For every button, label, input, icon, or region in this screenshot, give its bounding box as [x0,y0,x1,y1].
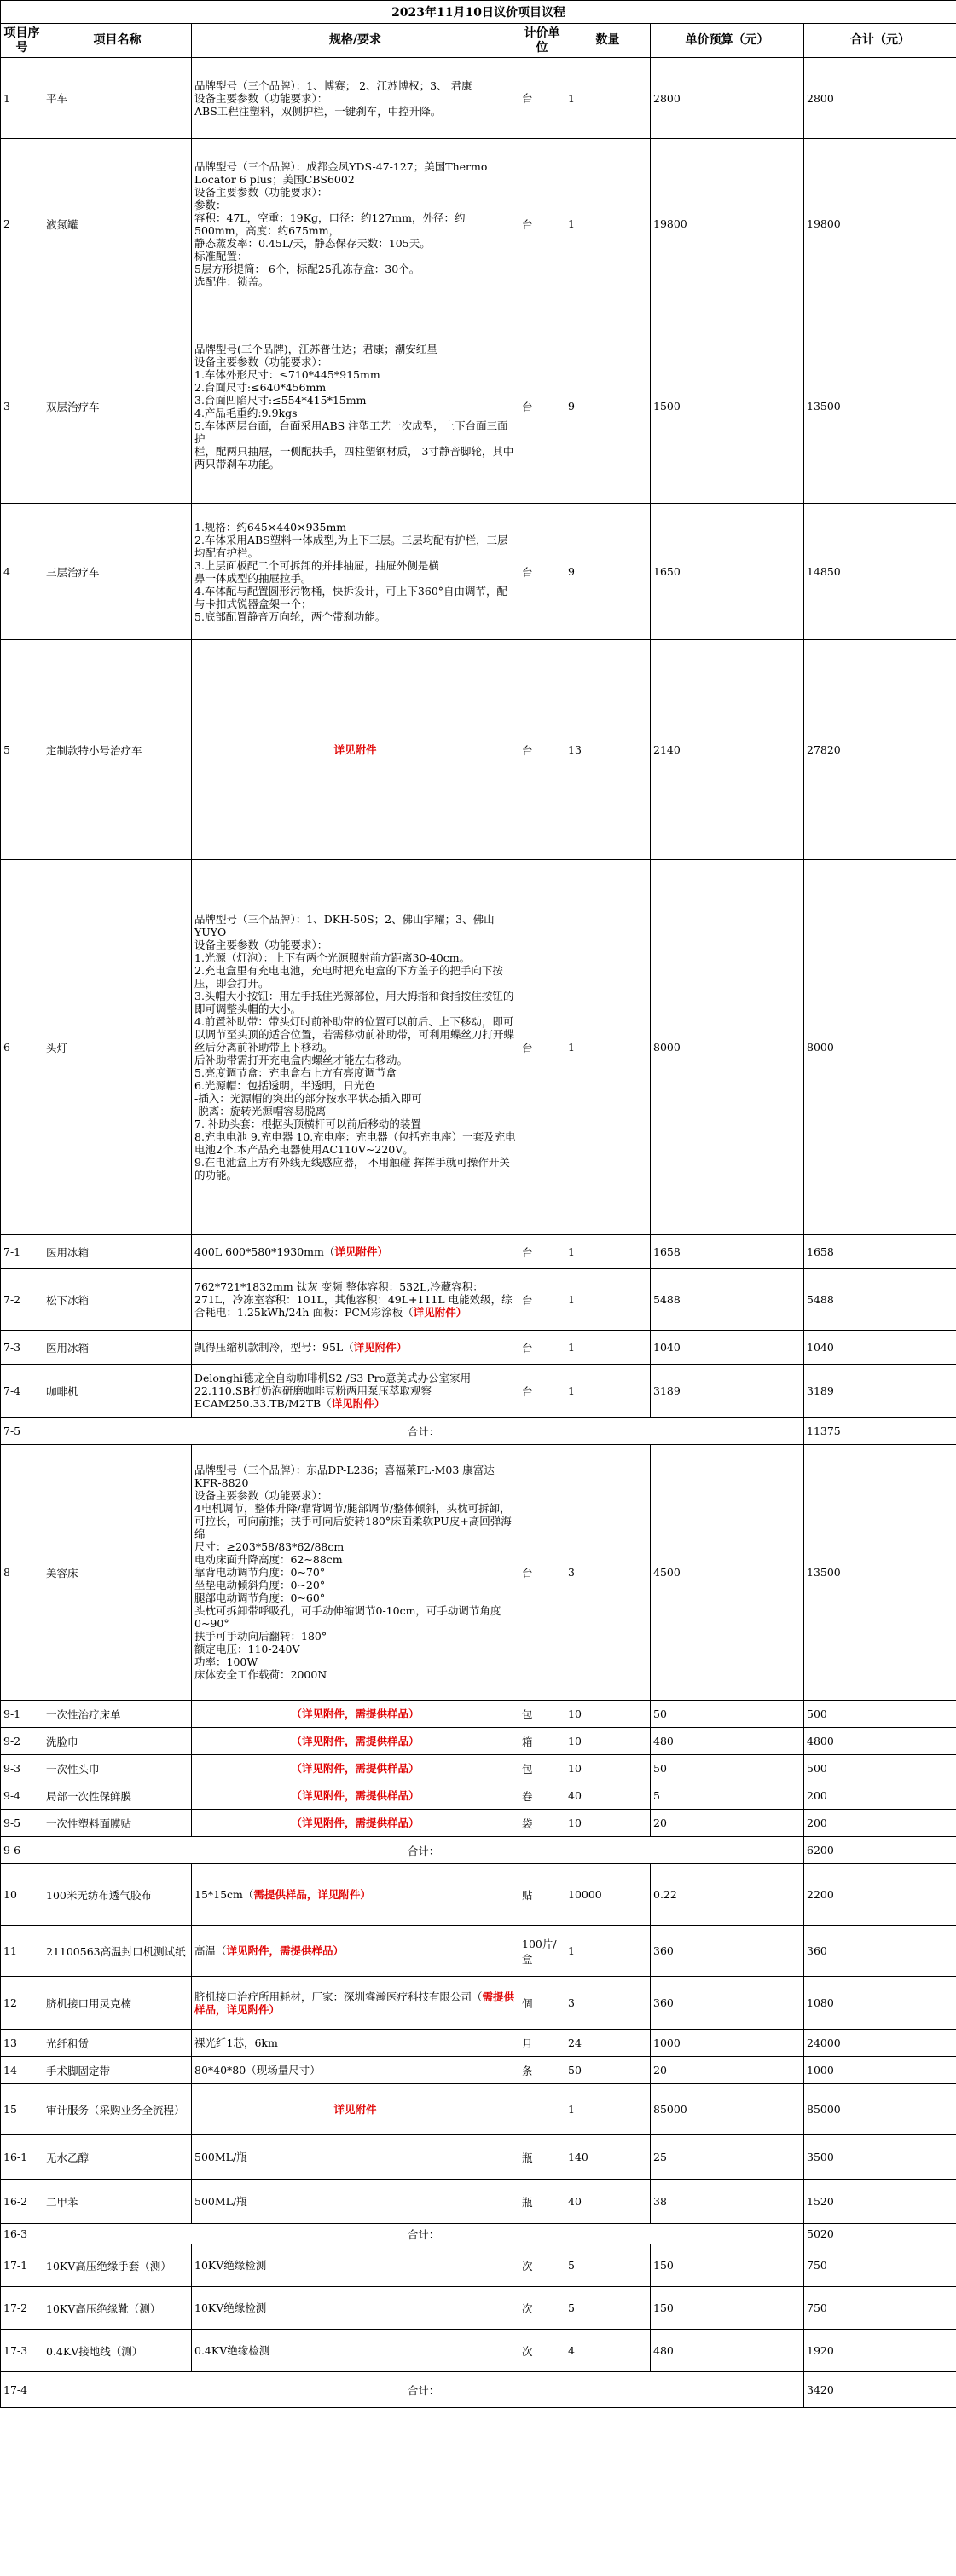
attachment-note: 详见附件） [334,1245,388,1258]
spec-text: 品牌型号(三个品牌)，江苏普仕达；君康；潮安红星 设备主要参数（功能要求）： 1.车体外形尺寸：≤710*445*915mm 2.台面尺寸:≤640*456mm 3.台面凹陷尺寸:≤554*415*15mm 4.产品毛重约:9.9kgs 5.车体两层台面，台面采用ABS 注塑工艺一次成型，上下台面三面护 栏，配两只抽屉，一侧配扶手，四柱塑钢材质， 3寸静音脚轮，其中 两只带刹车功能。 [194,342,514,471]
spec-text: 15*15cm（ [194,1888,254,1901]
cell-seq[interactable]: 2 [1,139,43,309]
cell-price[interactable]: 50 [651,1755,804,1782]
cell-spec[interactable] [192,640,519,860]
cell-qty[interactable]: 10 [565,1755,651,1782]
attachment-note: 详见附件，需提供样品） [226,1944,345,1957]
cell-qty[interactable]: 13 [565,640,651,860]
cell-qty[interactable]: 140 [565,2135,651,2180]
cell-spec[interactable] [192,1926,519,1977]
cell-qty[interactable]: 40 [565,2180,651,2224]
cell-unit[interactable]: 袋 [519,1810,565,1837]
cell-total[interactable]: 500 [804,1755,956,1782]
cell-name[interactable]: 无水乙醇 [43,2135,192,2180]
cell-seq[interactable]: 16-2 [1,2180,43,2224]
cell-qty[interactable]: 40 [565,1782,651,1810]
spec-text: 高温（ [194,1944,227,1957]
cell-unit[interactable]: 瓶 [519,2135,565,2180]
cell-total[interactable]: 750 [804,2244,956,2287]
cell-seq[interactable]: 1 [1,58,43,139]
cell-price[interactable]: 1658 [651,1235,804,1269]
cell-qty[interactable]: 1 [565,1926,651,1977]
cell-name[interactable]: 二甲苯 [43,2180,192,2224]
cell-price[interactable]: 480 [651,1728,804,1755]
cell-total[interactable]: 13500 [804,1445,956,1701]
cell-seq[interactable]: 3 [1,309,43,504]
attachment-note: （详见附件，需提供样品） [291,1762,420,1775]
header-unit: 计价单位 [519,24,565,58]
cell-name[interactable]: 脐机接口用灵克楠 [43,1977,192,2030]
cell-price[interactable]: 150 [651,2244,804,2287]
cell-spec[interactable] [192,1782,519,1810]
cell-name[interactable]: 医用冰箱 [43,1235,192,1269]
cell-name[interactable]: 10KV高压绝缘靴（测） [43,2287,192,2330]
cell-qty[interactable]: 9 [565,309,651,504]
table-row [1,1755,956,1782]
cell-spec[interactable] [192,58,519,139]
cell-total[interactable]: 2200 [804,1864,956,1926]
cell-unit[interactable]: 台 [519,504,565,640]
cell-seq[interactable]: 6 [1,860,43,1235]
cell-seq[interactable]: 17-2 [1,2287,43,2330]
cell-unit[interactable]: 箱 [519,1728,565,1755]
cell-spec[interactable] [192,2057,519,2084]
spec-text: 1.规格：约645×440×935mm 2.车体采用ABS塑料一体成型,为上下三层。三层均配有护栏，三层均配有护栏。 3.上层面板配二个可拆卸的并排抽屉，抽屉外侧是横 鼻一体成型的抽屉拉手。 4.车体配与配置圆形污物桶，快拆设计，可上下360°自由调节，配与卡扣式锐器盒架一个； 5.底部配置静音万向轮，两个带刹功能。 [194,520,508,623]
subtotal-row [1,1418,956,1445]
cell-price[interactable]: 150 [651,2287,804,2330]
cell-unit[interactable]: 次 [519,2287,565,2330]
table-row [1,2244,956,2287]
cell-unit[interactable]: 条 [519,2057,565,2084]
spec-text: 400L 600*580*1930mm（ [194,1245,335,1258]
cell-seq[interactable]: 12 [1,1977,43,2030]
table-row [1,1782,956,1810]
cell-qty[interactable]: 1 [565,58,651,139]
spec-text: Delonghi德龙全自动咖啡机S2 /S3 Pro意美式办公室家用22.110.SB打奶泡研磨咖啡豆粉两用泵压萃取观察ECAM250.33.TB/M2TB（ [194,1372,472,1410]
cell-total[interactable]: 8000 [804,860,956,1235]
cell-spec[interactable] [192,2244,519,2287]
cell-name[interactable]: 一次性头巾 [43,1755,192,1782]
cell-seq[interactable]: 17-1 [1,2244,43,2287]
header-name: 项目名称 [43,24,192,58]
cell-seq[interactable]: 14 [1,2057,43,2084]
cell-spec[interactable] [192,1755,519,1782]
cell-spec[interactable] [192,860,519,1235]
cell-seq[interactable]: 7-3 [1,1331,43,1365]
attachment-note: 需提供样品，详见附件） [194,1990,515,2016]
cell-total[interactable]: 6200 [804,1837,956,1864]
cell-spec[interactable] [192,2287,519,2330]
cell-unit[interactable]: 台 [519,1331,565,1365]
spec-text: 500ML/瓶 [194,2195,247,2208]
attachment-note: （详见附件，需提供样品） [291,1735,420,1747]
cell-unit[interactable]: 包 [519,1701,565,1728]
cell-spec[interactable] [192,2330,519,2372]
table-row [1,2135,956,2180]
table-row [1,139,956,309]
cell-seq[interactable]: 9-4 [1,1782,43,1810]
cell-price[interactable]: 19800 [651,139,804,309]
cell-price[interactable]: 2140 [651,640,804,860]
cell-price[interactable]: 8000 [651,860,804,1235]
cell-total[interactable]: 500 [804,1701,956,1728]
cell-price[interactable]: 50 [651,1701,804,1728]
table-row [1,2084,956,2135]
cell-qty[interactable]: 1 [565,2084,651,2135]
attachment-note: 详见附件 [333,743,377,756]
spec-text: 10KV绝缘检测 [194,2302,267,2314]
cell-qty[interactable]: 3 [565,1445,651,1701]
cell-total[interactable]: 750 [804,2287,956,2330]
table-row [1,2180,956,2224]
cell-name[interactable]: 21100563高温封口机测试纸 [43,1926,192,1977]
cell-sum-label[interactable]: 合计： [43,2372,804,2408]
cell-unit[interactable]: 台 [519,1445,565,1701]
cell-price[interactable]: 85000 [651,2084,804,2135]
spec-text: 80*40*80（现场量尺寸） [194,2064,321,2076]
cell-spec[interactable] [192,1269,519,1331]
cell-spec[interactable] [192,1810,519,1837]
cell-total[interactable]: 19800 [804,139,956,309]
cell-total[interactable]: 1520 [804,2180,956,2224]
cell-total[interactable]: 27820 [804,640,956,860]
cell-unit[interactable]: 次 [519,2244,565,2287]
cell-price[interactable]: 1650 [651,504,804,640]
cell-name[interactable]: 医用冰箱 [43,1331,192,1365]
cell-seq[interactable]: 7-5 [1,1418,43,1445]
cell-unit[interactable]: 贴 [519,1864,565,1926]
table-row [1,1977,956,2030]
spec-text: 裸光纤1芯，6km [194,2036,278,2049]
cell-spec[interactable] [192,2030,519,2057]
spec-text: 品牌型号（三个品牌）：东品DP-L236；喜福莱FL-M03 康富达KFR-8820 设备主要参数（功能要求）： 4电机调节，整体升降/靠背调节/腿部调节/整体倾斜，头枕可拆卸，可拉长，可向前推；扶手可向后旋转180°床面柔软PU皮+高回弹海绵 尺寸：≥203*58/83*62/88cm 电动床面升降高度：62~88cm 靠背电动调节角度：0~70° 坐垫电动倾斜角度：0~20° 腿部电动调节角度：0~60° 头枕可拆卸带呼吸孔，可手动伸缩调节0-10cm，可手动调节角度0~90° 扶手可手动向后翻转：180° 额定电压：110-240V 功率：100W 床体安全工作载荷：2000N [194,1464,512,1681]
spec-text: 脐机接口治疗所用耗材，厂家：深圳睿瀚医疗科技有限公司（ [194,1990,483,2003]
cell-price[interactable]: 3189 [651,1365,804,1418]
cell-total[interactable]: 1080 [804,1977,956,2030]
cell-name[interactable]: 双层治疗车 [43,309,192,504]
cell-spec[interactable] [192,1235,519,1269]
cell-name[interactable]: 一次性治疗床单 [43,1701,192,1728]
cell-unit[interactable]: 台 [519,58,565,139]
cell-seq[interactable]: 11 [1,1926,43,1977]
cell-seq[interactable]: 7-4 [1,1365,43,1418]
table-row [1,1365,956,1418]
cell-spec[interactable] [192,1331,519,1365]
cell-seq[interactable]: 13 [1,2030,43,2057]
cell-qty[interactable]: 3 [565,1977,651,2030]
cell-total[interactable]: 200 [804,1782,956,1810]
attachment-note: （详见附件，需提供样品） [291,1707,420,1720]
cell-unit[interactable]: 月 [519,2030,565,2057]
cell-seq[interactable]: 17-3 [1,2330,43,2372]
cell-name[interactable]: 咖啡机 [43,1365,192,1418]
cell-name[interactable]: 一次性塑料面膜贴 [43,1810,192,1837]
table-title: 2023年11月10日议价项目议程 [1,1,956,24]
table-row [1,504,956,640]
cell-name[interactable]: 三层治疗车 [43,504,192,640]
cell-price[interactable]: 20 [651,1810,804,1837]
cell-price[interactable]: 4500 [651,1445,804,1701]
cell-total[interactable]: 3500 [804,2135,956,2180]
cell-qty[interactable]: 1 [565,1269,651,1331]
cell-name[interactable]: 10KV高压绝缘手套（测） [43,2244,192,2287]
attachment-note: （详见附件，需提供样品） [291,1816,420,1829]
cell-spec[interactable] [192,1701,519,1728]
table-row [1,1728,956,1755]
cell-total[interactable]: 13500 [804,309,956,504]
cell-qty[interactable]: 24 [565,2030,651,2057]
cell-total[interactable]: 14850 [804,504,956,640]
cell-seq[interactable]: 7-2 [1,1269,43,1331]
cell-sum-label[interactable]: 合计： [43,2224,804,2244]
cell-price[interactable]: 480 [651,2330,804,2372]
cell-unit[interactable]: 台 [519,139,565,309]
cell-qty[interactable]: 50 [565,2057,651,2084]
spec-text: 品牌型号（三个品牌）：1、DKH-50S；2、佛山宇耀；3、佛山YUYO 设备主要参数（功能要求）： 1.光源（灯泡）：上下有两个光源照射前方距离30-40cm。 2.充电盒里有充电电池，充电时把充电盒的下方盖子的把手向下按压，即会打开。 3.头帽大小按钮：用左手抵住光源部位，用大拇指和食指按住按钮的即可调整头帽的大小。 4.前置补助带：带头灯时前补助带的位置可以前后、上下移动，即可以调节至头顶的适合位置，若需移动前补助带，可利用蝶丝刀打开蝶丝后分离前补助带上下移动。 后补助带需打开充电盒内螺丝才能左右移动。 5.亮度调节盒：充电盒右上方有亮度调节盒 6.光源帽：包括透明，半透明，日光色 -插入：光源帽的突出的部分按水平状态插入即可 -脱离：旋转光源帽容易脱离 7. 补助头套：根据头顶横杆可以前后移动的装置 8.充电电池 9.充电器 10.充电座：充电器（包括充电座）一套及充电电池2个.本产品充电器使用AC110V~220V。 9.在电池盒上方有外线无线感应器， 不用触碰 挥挥手就可操作开关的功能。 [194,913,516,1181]
table-row [1,2287,956,2330]
cell-price[interactable]: 5 [651,1782,804,1810]
cell-total[interactable]: 85000 [804,2084,956,2135]
attachment-note: 详见附件） [353,1341,408,1354]
cell-name[interactable]: 松下冰箱 [43,1269,192,1331]
table-row [1,860,956,1235]
cell-spec[interactable] [192,139,519,309]
cell-name[interactable]: 局部一次性保鲜膜 [43,1782,192,1810]
cell-seq[interactable]: 16-3 [1,2224,43,2244]
cell-price[interactable]: 38 [651,2180,804,2224]
spec-text: 品牌型号（三个品牌）：成都金凤YDS-47-127；美国Thermo Locator 6 plus；美国CBS6002 设备主要参数（功能要求）： 参数： 容积：47L，空重：19Kg，口径：约127mm，外径：约500mm，高度：约675mm， 静态蒸发率：0.45L/天，静态保存天数：105天。 标准配置： 5层方形提筒： 6个，标配25孔冻存盒：30个。 选配件：锁盖。 [194,159,488,288]
cell-unit[interactable]: 卷 [519,1782,565,1810]
attachment-note: 详见附件 [333,2103,377,2116]
cell-total[interactable]: 5488 [804,1269,956,1331]
cell-seq[interactable]: 9-6 [1,1837,43,1864]
table-row [1,58,956,139]
cell-price[interactable]: 1040 [651,1331,804,1365]
attachment-note: 详见附件） [413,1306,467,1319]
cell-qty[interactable]: 1 [565,1235,651,1269]
cell-price[interactable]: 1000 [651,2030,804,2057]
cell-name[interactable]: 100米无纺布透气胶布 [43,1864,192,1926]
cell-name[interactable]: 定制款特小号治疗车 [43,640,192,860]
header-qty: 数量 [565,24,651,58]
cell-unit[interactable]: 台 [519,1269,565,1331]
cell-unit[interactable]: 台 [519,640,565,860]
cell-name[interactable]: 审计服务（采购业务全流程） [43,2084,192,2135]
cell-seq[interactable]: 5 [1,640,43,860]
cell-seq[interactable]: 16-1 [1,2135,43,2180]
cell-unit[interactable]: 100片/盒 [519,1926,565,1977]
table-row [1,1701,956,1728]
subtotal-row [1,1837,956,1864]
cell-total[interactable]: 1040 [804,1331,956,1365]
cell-total[interactable]: 24000 [804,2030,956,2057]
cell-spec[interactable] [192,309,519,504]
cell-qty[interactable]: 10 [565,1728,651,1755]
cell-qty[interactable]: 1 [565,139,651,309]
cell-qty[interactable]: 4 [565,2330,651,2372]
spec-text: 500ML/瓶 [194,2151,247,2163]
table-row [1,2030,956,2057]
table-row [1,1864,956,1926]
cell-spec[interactable] [192,2135,519,2180]
cell-spec[interactable] [192,1977,519,2030]
cell-price[interactable]: 5488 [651,1269,804,1331]
cell-sum-label[interactable]: 合计： [43,1418,804,1445]
cell-qty[interactable]: 10 [565,1810,651,1837]
cell-seq[interactable]: 9-1 [1,1701,43,1728]
cell-seq[interactable]: 7-1 [1,1235,43,1269]
spec-text: 0.4KV绝缘检测 [194,2344,270,2357]
cell-unit[interactable]: 台 [519,860,565,1235]
table-row [1,640,956,860]
cell-qty[interactable]: 5 [565,2287,651,2330]
cell-price[interactable]: 360 [651,1977,804,2030]
header-seq: 项目序号 [1,24,43,58]
cell-spec[interactable] [192,504,519,640]
table-row [1,309,956,504]
cell-total[interactable]: 1920 [804,2330,956,2372]
cell-qty[interactable]: 1 [565,1331,651,1365]
cell-spec[interactable] [192,1864,519,1926]
cell-sum-label[interactable]: 合计： [43,1837,804,1864]
cell-name[interactable]: 0.4KV接地线（测） [43,2330,192,2372]
cell-unit[interactable]: 台 [519,1235,565,1269]
cell-seq[interactable]: 9-2 [1,1728,43,1755]
cell-unit[interactable]: 次 [519,2330,565,2372]
subtotal-row [1,2224,956,2244]
cell-name[interactable]: 洗脸巾 [43,1728,192,1755]
cell-qty[interactable]: 1 [565,1365,651,1418]
cell-price[interactable]: 1500 [651,309,804,504]
cell-spec[interactable] [192,1365,519,1418]
cell-total[interactable]: 200 [804,1810,956,1837]
cell-unit[interactable]: 個 [519,1977,565,2030]
table-row [1,2057,956,2084]
cell-qty[interactable]: 10 [565,1701,651,1728]
cell-qty[interactable]: 1 [565,860,651,1235]
cell-total[interactable]: 360 [804,1926,956,1977]
cell-total[interactable]: 2800 [804,58,956,139]
spec-text: 凯得压缩机款制冷，型号：95L（ [194,1341,354,1354]
subtotal-row [1,2372,956,2408]
header-total: 合计（元） [804,24,956,58]
cell-qty[interactable]: 10000 [565,1864,651,1926]
table-body [1,58,956,2408]
cell-price[interactable]: 0.22 [651,1864,804,1926]
attachment-note: 详见附件） [331,1397,385,1410]
cell-name[interactable]: 液氮罐 [43,139,192,309]
cell-name[interactable]: 美容床 [43,1445,192,1701]
cell-total[interactable]: 11375 [804,1418,956,1445]
cell-seq[interactable]: 9-5 [1,1810,43,1837]
spec-text: 762*721*1832mm 钛灰 变频 整体容积：532L,冷藏容积：271L，冷冻室容积：101L，其他容积：49L+111L 电能效级，综合耗电：1.25kWh/24h 面板：PCM彩涂板（ [194,1280,513,1319]
spec-text: 10KV绝缘检测 [194,2259,267,2272]
cell-unit[interactable]: 瓶 [519,2180,565,2224]
cell-spec[interactable] [192,2180,519,2224]
cell-name[interactable]: 手术脚固定带 [43,2057,192,2084]
cell-name[interactable]: 头灯 [43,860,192,1235]
cell-qty[interactable]: 9 [565,504,651,640]
cell-price[interactable]: 20 [651,2057,804,2084]
table-row [1,1926,956,1977]
cell-price[interactable]: 25 [651,2135,804,2180]
cell-name[interactable]: 平车 [43,58,192,139]
header-price: 单价预算（元） [651,24,804,58]
cell-qty[interactable]: 5 [565,2244,651,2287]
attachment-note: （详见附件，需提供样品） [291,1789,420,1802]
cell-seq[interactable]: 17-4 [1,2372,43,2408]
cell-total[interactable]: 1000 [804,2057,956,2084]
cell-unit[interactable] [519,2084,565,2135]
cell-total[interactable]: 3420 [804,2372,956,2408]
cell-unit[interactable]: 包 [519,1755,565,1782]
cell-seq[interactable]: 4 [1,504,43,640]
cell-seq[interactable]: 15 [1,2084,43,2135]
spec-text: 品牌型号（三个品牌）：1、博赛； 2、江苏博权；3、 君康 设备主要参数（功能要求）： ABS工程注塑料，双侧护栏，一键刹车，中控升降。 [194,78,472,118]
cell-spec[interactable] [192,1728,519,1755]
cell-unit[interactable]: 台 [519,1365,565,1418]
cell-seq[interactable]: 10 [1,1864,43,1926]
cell-seq[interactable]: 9-3 [1,1755,43,1782]
attachment-note: 需提供样品，详见附件） [253,1888,371,1901]
cell-seq[interactable]: 8 [1,1445,43,1701]
cell-price[interactable]: 360 [651,1926,804,1977]
cell-total[interactable]: 4800 [804,1728,956,1755]
cell-spec[interactable] [192,2084,519,2135]
cell-spec[interactable] [192,1445,519,1701]
table-row [1,1810,956,1837]
cell-total[interactable]: 3189 [804,1365,956,1418]
header-spec: 规格/要求 [192,24,519,58]
table-row [1,1445,956,1701]
cell-name[interactable]: 光纤租赁 [43,2030,192,2057]
table-row [1,1269,956,1331]
cell-total[interactable]: 1658 [804,1235,956,1269]
cell-price[interactable]: 2800 [651,58,804,139]
table-row [1,1235,956,1269]
cell-unit[interactable]: 台 [519,309,565,504]
cell-total[interactable]: 5020 [804,2224,956,2244]
table-row [1,2330,956,2372]
table-row [1,1331,956,1365]
